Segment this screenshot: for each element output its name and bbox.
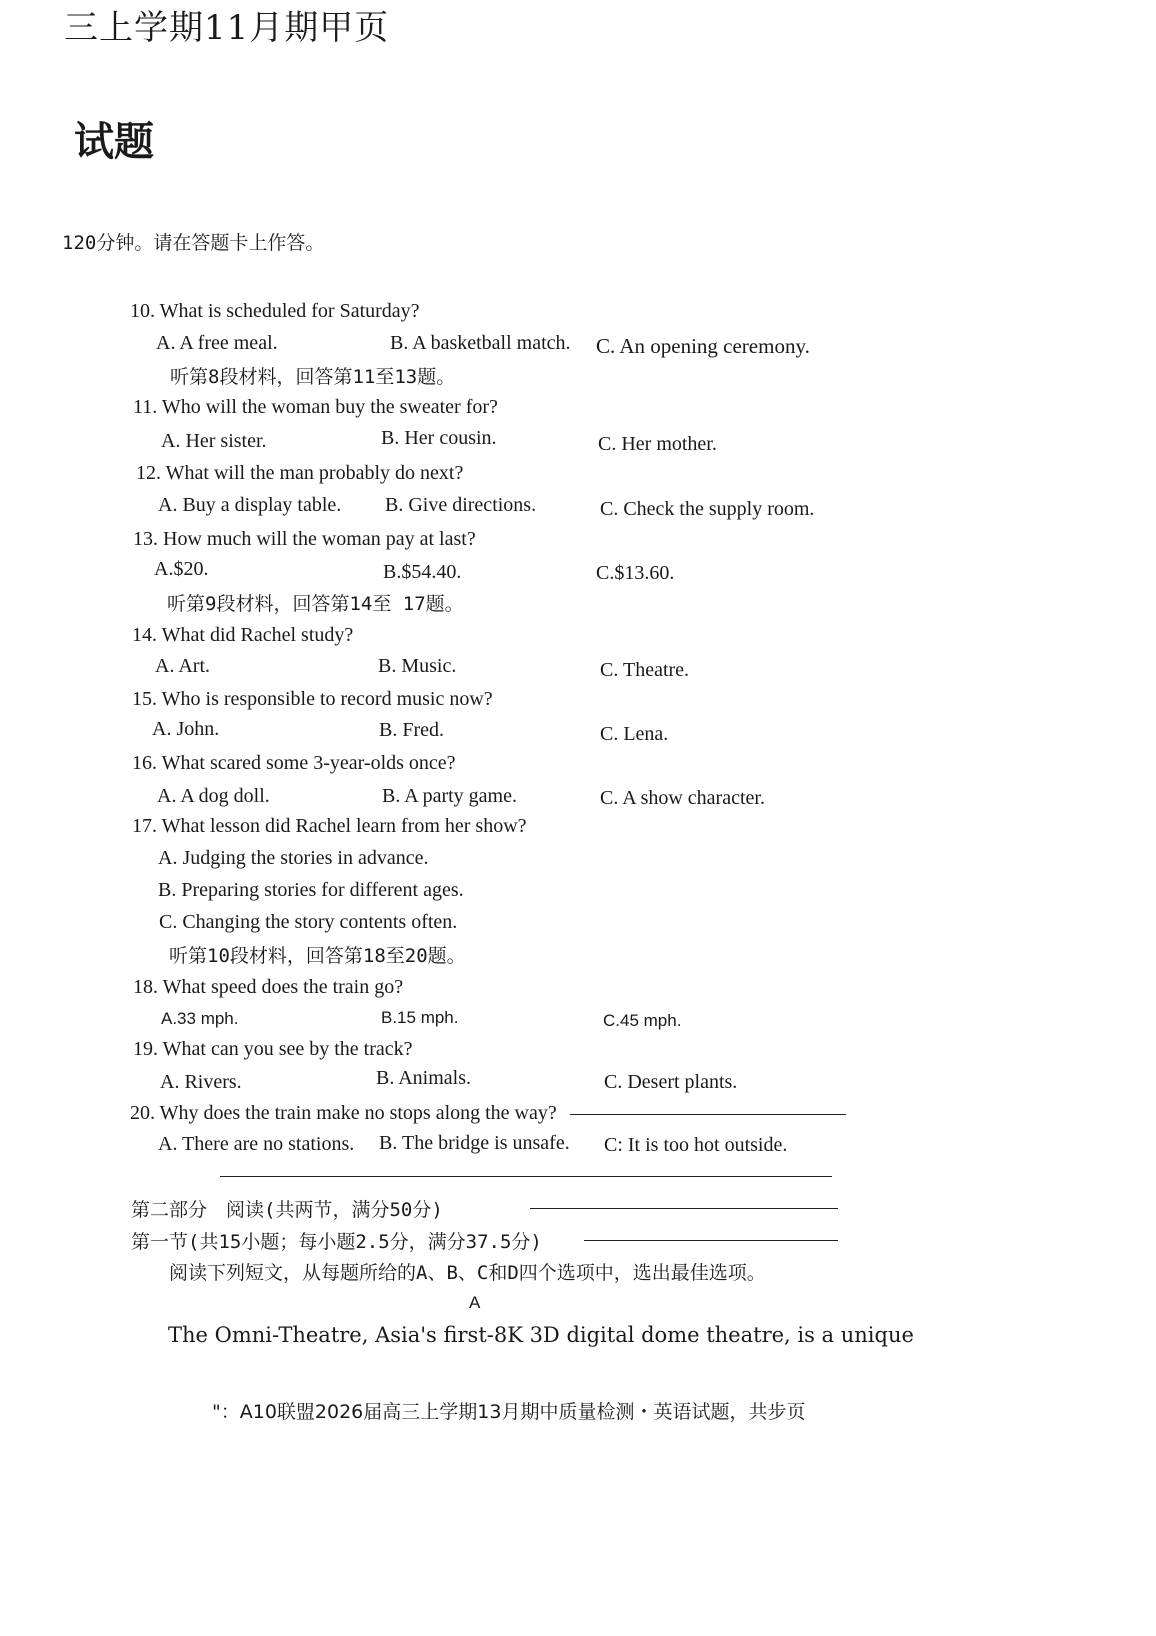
question-14: 14. What did Rachel study?: [132, 624, 354, 646]
question-17: 17. What lesson did Rachel learn from her show?: [132, 815, 527, 837]
option-a: A. Judging the stories in advance.: [158, 847, 429, 869]
option-b: B. Animals.: [376, 1067, 472, 1089]
option-b: B. Fred.: [379, 719, 444, 741]
question-10: 10. What is scheduled for Saturday?: [130, 300, 420, 322]
option-a: A. John.: [152, 718, 220, 740]
option-a: A. A dog doll.: [157, 785, 270, 807]
option-c: C. Changing the story contents often.: [159, 911, 458, 933]
option-b: B. Preparing stories for different ages.: [158, 879, 464, 901]
option-c: C: It is too hot outside.: [604, 1134, 788, 1156]
option-a: A. Rivers.: [160, 1071, 242, 1093]
exam-instruction: 120分钟。请在答题卡上作答。: [62, 232, 325, 254]
option-a: A. Art.: [155, 655, 210, 677]
question-12: 12. What will the man probably do next?: [136, 462, 464, 484]
question-13: 13. How much will the woman pay at last?: [133, 528, 476, 550]
option-b: B. Give directions.: [385, 494, 537, 516]
option-c: C. Lena.: [600, 723, 669, 745]
option-c: C. Theatre.: [600, 659, 690, 681]
question-20: 20. Why does the train make no stops along the way?: [130, 1102, 557, 1124]
divider: [220, 1176, 832, 1177]
question-16: 16. What scared some 3-year-olds once?: [132, 752, 456, 774]
passage-text: The Omni-Theatre, Asia's first-8K 3D digital dome theatre, is a unique: [168, 1323, 914, 1347]
page-title: 试题: [74, 119, 154, 165]
option-c: C.$13.60.: [596, 562, 675, 584]
option-a: A.33 mph.: [161, 1009, 239, 1028]
segment-9-note: 听第9段材料，回答第14至 17题。: [167, 593, 464, 615]
divider: [530, 1208, 838, 1209]
question-18: 18. What speed does the train go?: [133, 976, 404, 998]
part2-directions: 阅读下列短文，从每题所给的A、B、C和D四个选项中，选出最佳选项。: [169, 1262, 766, 1284]
page-header: 三上学期11月期甲页: [64, 8, 390, 48]
divider: [570, 1114, 846, 1115]
option-b: B.$54.40.: [383, 561, 462, 583]
option-a: A. There are no stations.: [158, 1133, 355, 1155]
question-15: 15. Who is responsible to record music now?: [132, 688, 493, 710]
option-b: B.15 mph.: [381, 1008, 459, 1027]
question-11: 11. Who will the woman buy the sweater for?: [133, 396, 498, 418]
option-c: C. Her mother.: [598, 433, 717, 455]
option-c: C. Check the supply room.: [600, 498, 815, 520]
option-c: C. A show character.: [600, 787, 765, 809]
option-b: B. A party game.: [382, 785, 517, 807]
divider: [584, 1240, 838, 1241]
option-b: B. The bridge is unsafe.: [379, 1132, 570, 1154]
segment-10-note: 听第10段材料，回答第18至20题。: [169, 945, 466, 967]
part2-subheading: 第一节(共15小题；每小题2.5分，满分37.5分): [131, 1231, 542, 1253]
question-19: 19. What can you see by the track?: [133, 1038, 413, 1060]
option-b: B. Her cousin.: [381, 427, 497, 449]
option-c: C. An opening ceremony.: [596, 334, 810, 358]
option-a: A. Buy a display table.: [158, 494, 342, 516]
part2-heading: 第二部分 阅读(共两节，满分50分): [131, 1199, 443, 1221]
passage-label: A: [469, 1293, 481, 1312]
option-c: C.45 mph.: [603, 1011, 682, 1030]
page-footer: "：A10联盟2026届高三上学期13月期中质量检测・英语试题，共步页: [212, 1401, 806, 1423]
option-a: A. A free meal.: [156, 332, 278, 354]
option-a: A.$20.: [154, 558, 209, 580]
option-b: B. Music.: [378, 655, 457, 677]
option-c: C. Desert plants.: [604, 1071, 738, 1093]
segment-8-note: 听第8段材料，回答第11至13题。: [170, 366, 456, 388]
option-a: A. Her sister.: [161, 430, 267, 452]
option-b: B. A basketball match.: [390, 332, 571, 354]
